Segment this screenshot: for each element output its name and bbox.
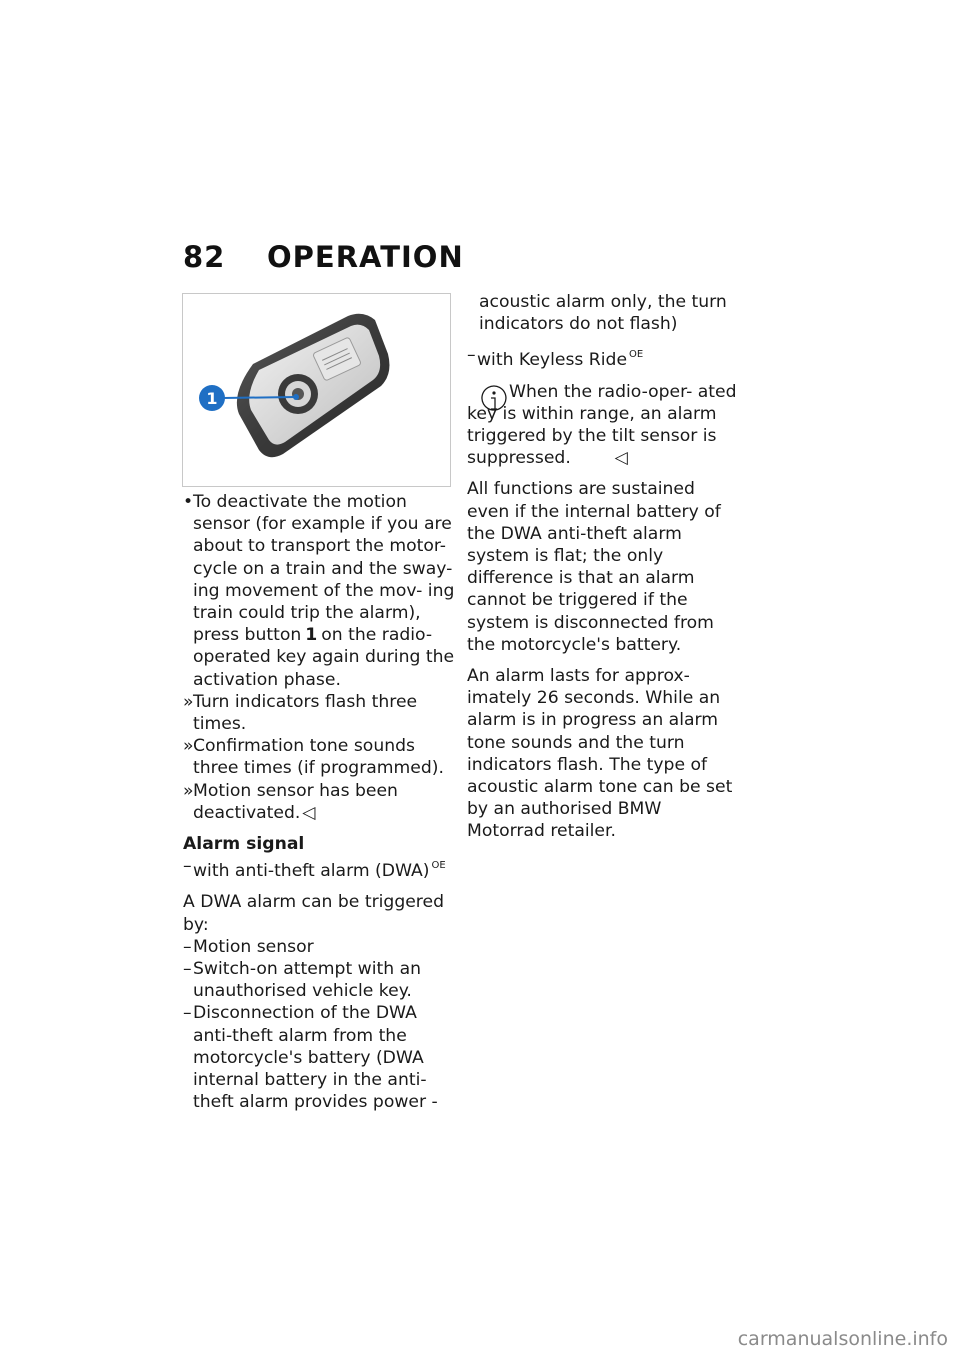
- key-figure: [182, 293, 451, 487]
- option-line: [467, 344, 742, 371]
- continuation-text: acoustic alarm only, the turn indicators do not flash): [479, 292, 727, 335]
- oe-superscript: OE: [629, 349, 644, 361]
- result-item: [183, 780, 458, 824]
- result-arrow-icon: »: [183, 691, 194, 712]
- paragraph: All functions are sustained even if the internal battery of the DWA anti-theft alarm system is flat; the only difference is that an alarm cannot be triggered if the system is disconnected from the motorcycle's battery.: [467, 479, 721, 655]
- result-arrow-icon: »: [183, 780, 194, 801]
- page-header: [183, 240, 464, 274]
- dash-icon: –: [183, 959, 192, 980]
- end-of-section-icon: ◁: [302, 802, 316, 823]
- result-item: [183, 735, 458, 779]
- option-text: with Keyless Ride: [477, 350, 628, 371]
- oe-superscript: OE: [431, 860, 446, 872]
- result-text: Confirmation tone sounds three times (if programmed).: [193, 736, 444, 779]
- dash-icon: –: [183, 856, 192, 877]
- callout-number: 1: [206, 389, 218, 408]
- result-item: [183, 691, 458, 735]
- option-text: with anti-theft alarm (DWA): [193, 861, 430, 882]
- info-note: [467, 381, 742, 470]
- paragraph: A DWA alarm can be triggered by:: [183, 892, 444, 935]
- instruction-bullet: [183, 491, 458, 691]
- section-heading: Alarm signal: [183, 834, 305, 855]
- result-text: Motion sensor has been deactivated.: [193, 780, 398, 823]
- end-of-section-icon: ◁: [614, 448, 629, 469]
- left-column: [183, 491, 458, 1113]
- button-ref: 1: [305, 625, 318, 646]
- result-arrow-icon: »: [183, 736, 194, 757]
- right-column: [467, 291, 742, 843]
- result-text: Turn indicators flash three times.: [193, 691, 418, 735]
- instruction-text-a: To deactivate the motion sensor (for example if you are about to transport the motor- cycle on a train and the sway- ing movement of the mov- ing train could trip the alarm), press button: [193, 492, 455, 646]
- info-text: [467, 381, 742, 470]
- watermark: carmanualsonline.info: [737, 1328, 948, 1350]
- option-line: [183, 855, 458, 882]
- info-icon: [481, 385, 507, 417]
- section-title: OPERATION: [267, 240, 464, 274]
- list-text: Disconnection of the DWA anti-theft alarm from the motorcycle's battery (DWA internal battery in the anti- theft alarm provides power -: [193, 1003, 438, 1113]
- list-text: Switch-on attempt with an unauthorised vehicle key.: [193, 959, 422, 1002]
- list-item: [183, 1002, 458, 1113]
- instruction-text-b: on the radio- operated key again during the activation phase.: [193, 625, 455, 690]
- paragraph: An alarm lasts for approx- imately 26 seconds. While an alarm is in progress an alarm tone sounds and the turn indicators flash. The type of acoustic alarm tone can be set by an authorised BMW Motorrad retailer.: [467, 666, 733, 842]
- dash-icon: –: [183, 1003, 192, 1024]
- dash-icon: –: [183, 936, 192, 957]
- list-item: [183, 936, 458, 958]
- list-text: Motion sensor: [193, 936, 314, 957]
- page-number: 82: [183, 240, 226, 274]
- info-text-content: When the radio-oper- ated key is within range, an alarm triggered by the tilt sensor is suppressed.: [467, 381, 737, 469]
- dash-icon: –: [467, 345, 476, 366]
- list-item: [183, 958, 458, 1002]
- bullet-icon: •: [183, 492, 194, 512]
- radio-key-illustration: [183, 294, 450, 486]
